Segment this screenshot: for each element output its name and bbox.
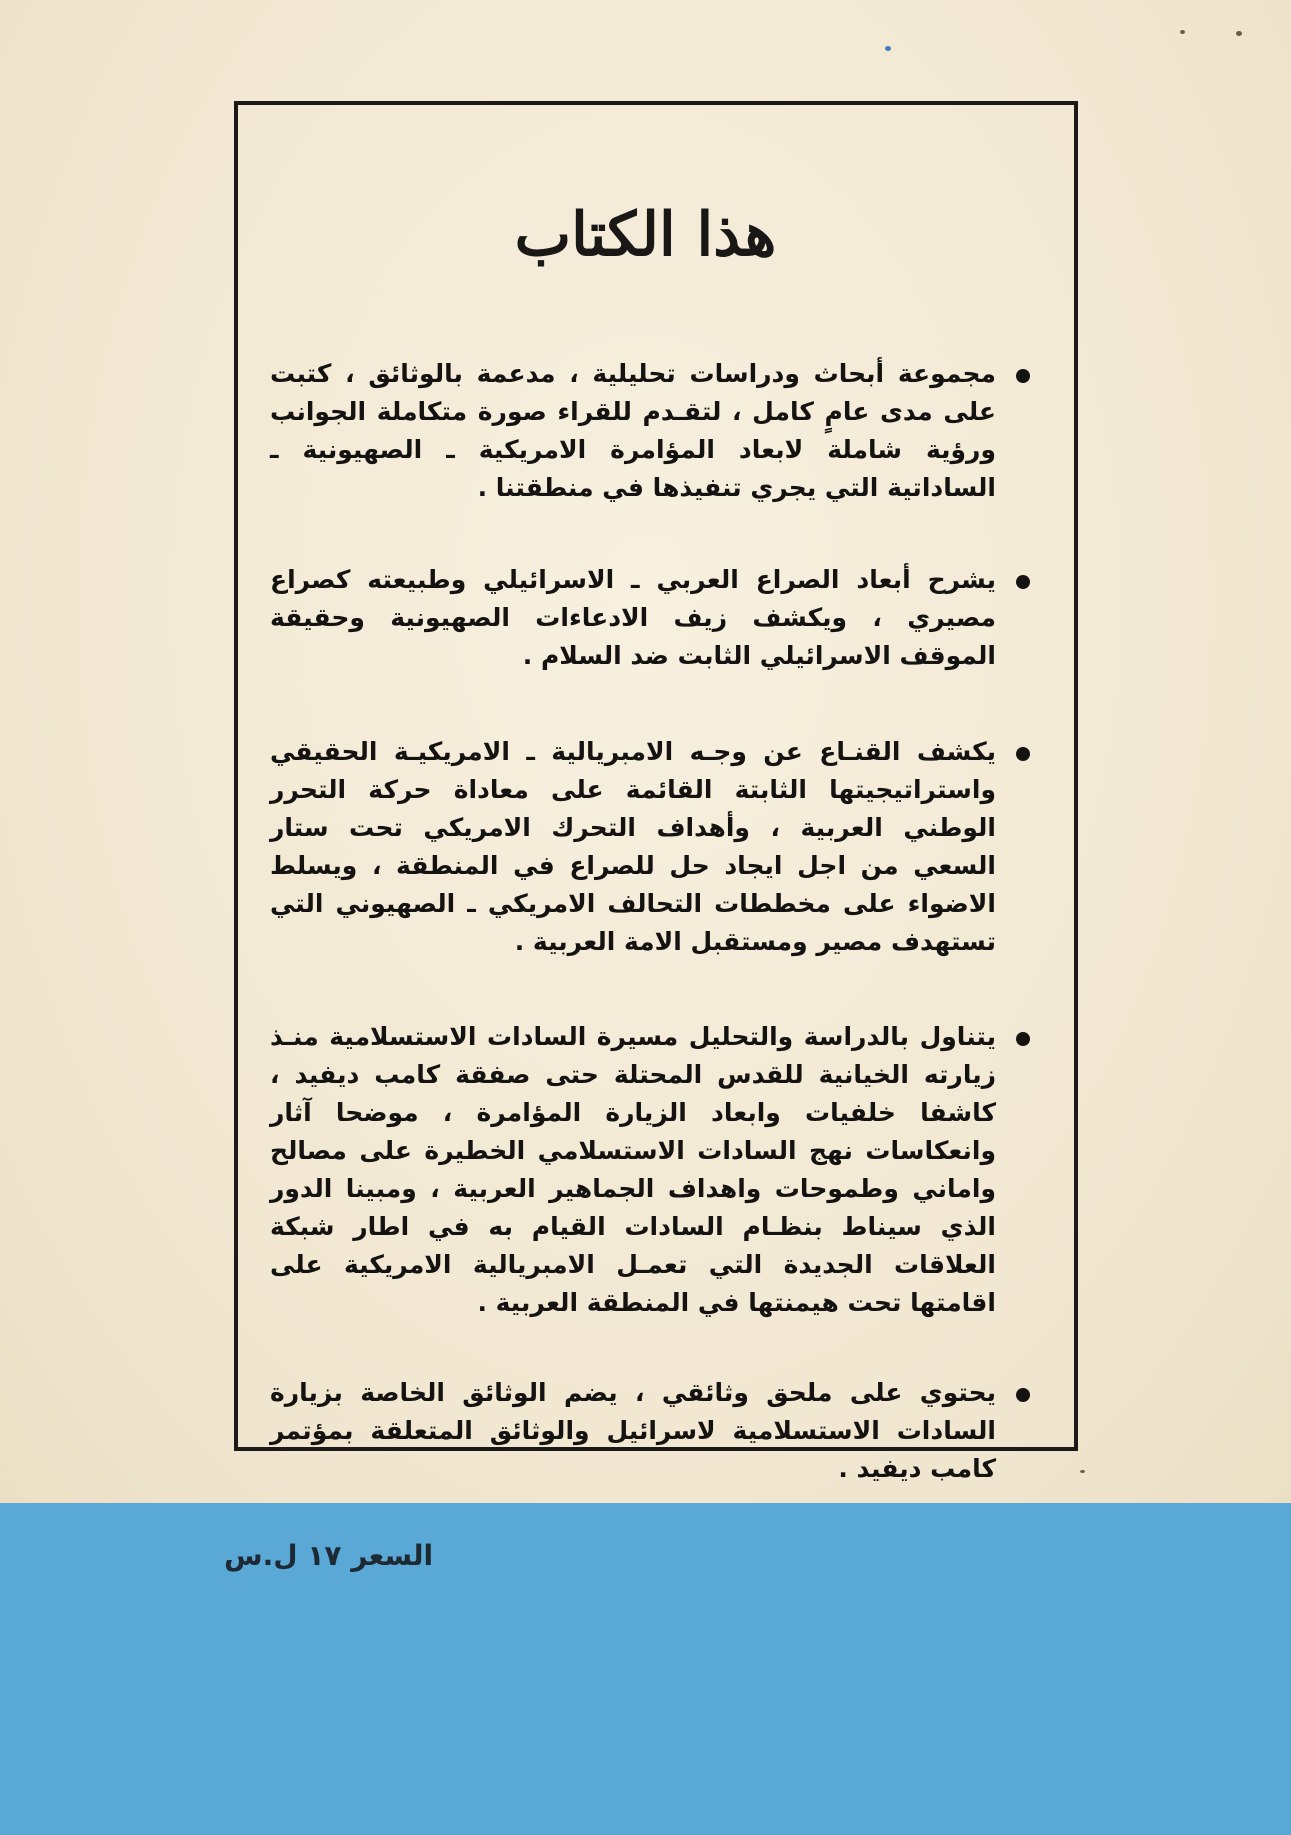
list-item xyxy=(270,561,1030,675)
blue-band xyxy=(0,1503,1291,1835)
price-label: السعر ١٧ ل.س xyxy=(224,1539,434,1572)
paragraph-text: يتناول بالدراسة والتحليل مسيرة السادات الاستسلامية منـذ زيارته الخيانية للقدس المحتلة حتى صفقة كامب ديفيد ، كاشفا خلفيات وابعاد الزيارة المؤامرة ، موضحا آثار وانعكاسات نهج السادات الاستسلامي الخطيرة على مصالح واماني وطموحات واهداف الجماهير العربية ، ومبينا الدور الذي سيناط بنظـام السادات القيام به في اطار شبكة العلاقات الجديدة التي تعمـل الامبريالية الامريكية على اقامتها تحت هيمنتها في المنطقة العربية . xyxy=(270,1022,996,1317)
bullet-icon xyxy=(1016,1032,1030,1046)
bullet-icon xyxy=(1016,575,1030,589)
bullet-icon xyxy=(1016,747,1030,761)
list-item xyxy=(270,1374,1030,1488)
paragraph-text: مجموعة أبحاث ودراسات تحليلية ، مدعمة بالوثائق ، كتبت على مدى عامٍ كامل ، لتقـدم للقراء صورة متكاملة الجوانب ورؤية شاملة لابعاد المؤامرة الامريكية ـ الصهيونية ـ الساداتية التي يجري تنفيذها في منطقتنا . xyxy=(270,359,996,502)
list-item xyxy=(270,733,1030,961)
paper-speck xyxy=(885,46,891,51)
bullet-icon xyxy=(1016,1388,1030,1402)
paper-speck xyxy=(1236,31,1242,36)
description-list xyxy=(270,355,1030,1488)
list-item xyxy=(270,355,1030,507)
page-title: هذا الكتاب xyxy=(514,200,777,270)
list-item xyxy=(270,1018,1030,1322)
paper-speck xyxy=(1080,1470,1085,1473)
paragraph-text: يشرح أبعاد الصراع العربي ـ الاسرائيلي وطبيعته كصراع مصيري ، ويكشف زيف الادعاءات الصهيونية وحقيقة الموقف الاسرائيلي الثابت ضد السلام . xyxy=(270,565,996,670)
paper-speck xyxy=(1180,30,1185,34)
paragraph-text: يحتوي على ملحق وثائقي ، يضم الوثائق الخاصة بزيارة السادات الاستسلامية لاسرائيل والوثائق المتعلقة بمؤتمر كامب ديفيد . xyxy=(270,1378,996,1483)
paragraph-text: يكشف القنـاع عن وجـه الامبريالية ـ الامريكيـة الحقيقي واستراتيجيتها الثابتة القائمة على معاداة حركة التحرر الوطني العربية ، وأهداف التحرك الامريكي تحت ستار السعي من اجل ايجاد حل للصراع في المنطقة ، ويسلط الاضواء على مخططات التحالف الامريكي ـ الصهيوني التي تستهدف مصير ومستقبل الامة العربية . xyxy=(270,737,996,956)
bullet-icon xyxy=(1016,369,1030,383)
